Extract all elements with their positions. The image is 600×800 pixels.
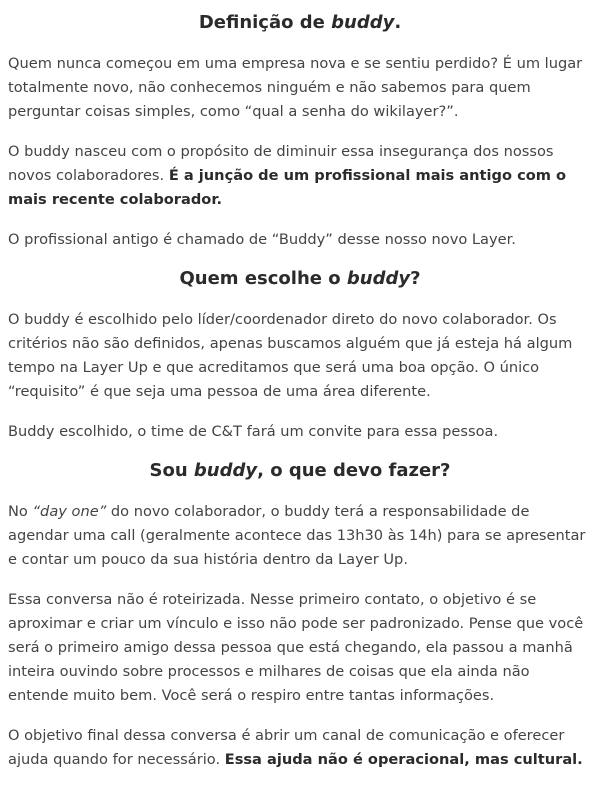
paragraph-emphasis: “day one” [32, 503, 107, 520]
paragraph: Quem nunca começou em uma empresa nova e se sentiu perdido? É um lugar totalmente novo, não conhecemos ninguém e não sabemos para quem perguntar coisas simples, como “qual a senha do wikilayer?”. [8, 55, 583, 120]
paragraph-text: do novo colaborador, o buddy terá a responsabilidade de agendar uma call (geralmente acontece das 13h30 às 14h) para se apresentar e contar um pouco da sua história dentro da Layer Up. [8, 503, 586, 568]
paragraph: O buddy é escolhido pelo líder/coordenador direto do novo colaborador. Os critérios não são definidos, apenas buscamos alguém que já esteja há algum tempo na Layer Up e que acreditamos que será uma boa opção. O único “requisito” é que seja uma pessoa de uma área diferente. [8, 311, 573, 400]
paragraph-text: No [8, 503, 33, 520]
paragraph-bold: É a junção de um profissional mais antigo com o mais recente colaborador. [8, 167, 567, 208]
heading-text: . [394, 12, 402, 33]
paragraph: O profissional antigo é chamado de “Buddy” desse nosso novo Layer. [8, 231, 516, 248]
paragraph [8, 724, 592, 772]
heading-quem-escolhe [8, 264, 592, 294]
paragraph [8, 140, 592, 212]
heading-emphasis: buddy [346, 268, 411, 289]
paragraph-bold: Essa ajuda não é operacional, mas cultural. [224, 751, 583, 768]
paragraph: Buddy escolhido, o time de C&T fará um convite para essa pessoa. [8, 423, 499, 440]
heading-sou-buddy [8, 456, 592, 486]
paragraph [8, 500, 592, 572]
heading-text: Sou [149, 460, 194, 481]
heading-definicao [8, 8, 592, 38]
heading-text: , o que devo fazer? [257, 460, 451, 481]
paragraph-text: O buddy nasceu com o propósito de diminuir essa insegurança dos nossos novos colaboradores. [8, 143, 554, 184]
heading-emphasis: buddy [331, 12, 395, 33]
heading-emphasis: buddy [193, 460, 258, 481]
heading-text: Definição de [198, 12, 332, 33]
heading-text: ? [410, 268, 421, 289]
paragraph-text: O objetivo final dessa conversa é abrir um canal de comunicação e oferecer ajuda quando for necessário. [8, 727, 565, 768]
paragraph: Essa conversa não é roteirizada. Nesse primeiro contato, o objetivo é se aproximar e criar um vínculo e isso não pode ser padronizado. Pense que você será o primeiro amigo dessa pessoa que está chegando, ela passou a manhã inteira ouvindo sobre processos e milhares de coisas que ela ainda não entende muito bem. Você será o respiro entre tantas informações. [8, 591, 584, 704]
heading-text: Quem escolhe o [179, 268, 347, 289]
